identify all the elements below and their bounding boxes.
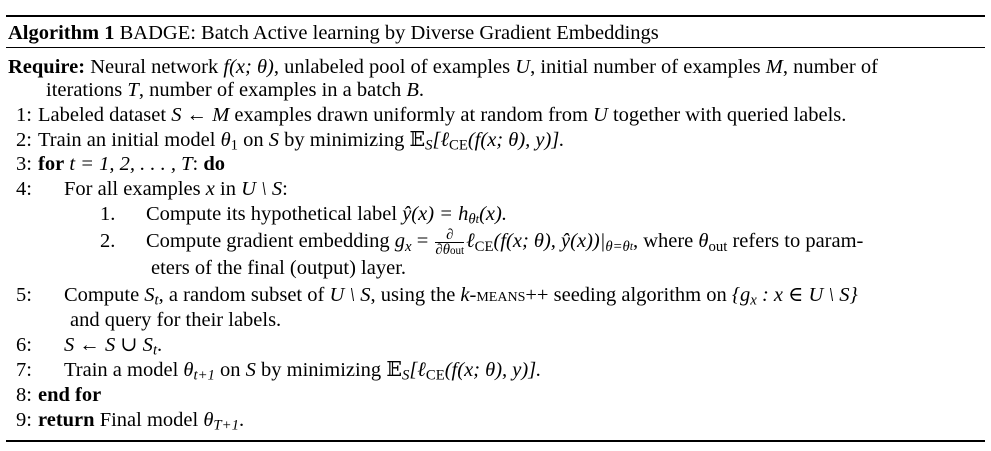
math: ŷ(x) = h [402, 203, 469, 225]
step-text: on [220, 359, 241, 381]
math-sub: 1 [230, 137, 239, 154]
math-sub: out [708, 238, 728, 255]
step-text: Compute gradient embedding [146, 230, 390, 253]
math: (f(x; θ), ŷ(x))| [493, 230, 606, 253]
line-number: 9: [16, 409, 32, 431]
line-number: 6: [16, 334, 32, 356]
step-text: , using the [370, 284, 456, 306]
step-8 [0, 383, 101, 407]
math-sub: CE [425, 367, 445, 384]
step-text: : [192, 153, 199, 175]
line-number: 1: [16, 104, 32, 126]
substep-number: 1. [100, 203, 116, 225]
math-sub: T+1 [213, 417, 239, 434]
step-text: by minimizing [284, 129, 405, 151]
step-text: examples drawn uniformly at random from [234, 104, 588, 126]
math: θ [183, 359, 194, 381]
math: (f(x; θ), y)]. [467, 129, 565, 151]
math-sub: t [629, 241, 633, 254]
math: {g [731, 284, 751, 306]
step-text: eters of the final (output) layer. [151, 257, 407, 279]
math: S ← M [171, 104, 230, 126]
math-sub: x [405, 238, 412, 255]
keyword-for: for [38, 153, 65, 175]
algorithm-caption [8, 21, 659, 45]
math: [ℓ [409, 359, 426, 381]
math: θ [220, 129, 231, 151]
step-text: . [238, 409, 245, 431]
math: 𝔼 [409, 129, 426, 151]
require-text: Neural network [90, 56, 219, 78]
line-number: 8: [16, 384, 32, 406]
require-label: Require: [8, 56, 86, 78]
step-text: For all examples [64, 178, 201, 200]
line-number: 3: [16, 153, 32, 175]
math: [ℓ [432, 129, 449, 151]
step-1 [0, 103, 846, 127]
require-text: , number of examples in a batch [138, 79, 402, 101]
math-B: B [406, 79, 419, 101]
require-line-1 [8, 55, 878, 79]
math: x [205, 178, 215, 200]
math: (f(x; θ), y)]. [444, 359, 542, 381]
math: U \ S [329, 284, 371, 306]
keyword-return: return [38, 409, 95, 431]
line-number: 4: [16, 178, 32, 200]
math: (x). [479, 203, 507, 225]
step-text: Train an initial model [38, 129, 216, 151]
math-sub: θ=θ [605, 238, 630, 255]
step-text: , a random subset of [158, 284, 325, 306]
bottom-rule [6, 440, 985, 442]
math: S ← S ∪ S [64, 334, 153, 356]
math: θ [203, 409, 214, 431]
math: : x ∈ U \ S} [761, 284, 858, 306]
frac-numerator: ∂ [435, 228, 464, 243]
math: ℓ [466, 230, 475, 253]
step-4 [0, 177, 288, 201]
keyword-end-for: end for [38, 384, 102, 406]
step-text: Labeled dataset [38, 104, 167, 126]
math: S [245, 359, 256, 381]
step-9 [0, 408, 244, 438]
math-sub: t [152, 342, 158, 359]
math: U \ S [241, 178, 283, 200]
top-rule [6, 15, 985, 17]
line-number: 7: [16, 359, 32, 381]
line-number: 5: [16, 284, 32, 306]
math-U: U [515, 56, 531, 78]
math-sub: S [425, 137, 433, 154]
math: θ [698, 230, 709, 253]
substep-number: 2. [100, 230, 116, 253]
math-sub: out [449, 245, 465, 258]
step-5-continued [70, 308, 281, 332]
math-sub: θ [468, 211, 476, 228]
math: g [394, 230, 406, 253]
step-3 [0, 152, 225, 176]
math: t = 1, 2, . . . , T [69, 153, 193, 175]
step-text: Train a model [64, 359, 179, 381]
kmeans-name: -means++ [469, 284, 549, 306]
step-text: : [282, 178, 288, 200]
algorithm-title: BADGE: Batch Active learning by Diverse Gradient Embeddings [119, 22, 659, 44]
step-text: seeding algorithm on [553, 284, 727, 306]
partial-fraction [435, 228, 464, 257]
step-text: , where [632, 230, 694, 253]
require-text: , number of [782, 56, 878, 78]
math-sub: CE [474, 238, 494, 255]
keyword-do: do [203, 153, 225, 175]
substep-2 [100, 228, 863, 259]
math: U [593, 104, 608, 126]
step-text: refers to param- [732, 230, 864, 253]
step-text: Compute its hypothetical label [146, 203, 398, 225]
step-text: . [157, 334, 163, 356]
step-text: in [220, 178, 236, 200]
algorithm-label: Algorithm 1 [8, 22, 115, 44]
math: = [416, 230, 429, 253]
math-sub: t [475, 212, 480, 227]
step-text: on [243, 129, 264, 151]
require-text: , unlabeled pool of examples [273, 56, 511, 78]
math-T: T [127, 79, 139, 101]
substep-2-continued [151, 256, 406, 280]
math-sub: S [401, 367, 410, 384]
math-sub: t [154, 292, 159, 309]
math: S [268, 129, 280, 151]
math-sub: t+1 [193, 367, 215, 384]
math-M: M [765, 56, 783, 78]
math: S [144, 284, 155, 306]
header-rule [6, 47, 985, 48]
step-text: Compute [64, 284, 140, 306]
math: 𝔼 [386, 359, 402, 381]
math: k [460, 284, 470, 306]
math-sub: CE [449, 137, 468, 154]
frac-denominator: ∂θ [435, 242, 450, 259]
require-text: iterations [46, 79, 123, 101]
line-number: 2: [16, 129, 32, 151]
step-text: Final model [99, 409, 199, 431]
math-f: f(x; θ) [223, 56, 274, 78]
step-text: by minimizing [261, 359, 382, 381]
require-text: . [418, 79, 425, 101]
math-sub: x [750, 292, 757, 309]
step-text: and query for their labels. [70, 309, 282, 331]
step-text: together with queried labels. [612, 104, 847, 126]
require-text: , initial number of examples [530, 56, 761, 78]
require-line-2 [46, 78, 424, 102]
